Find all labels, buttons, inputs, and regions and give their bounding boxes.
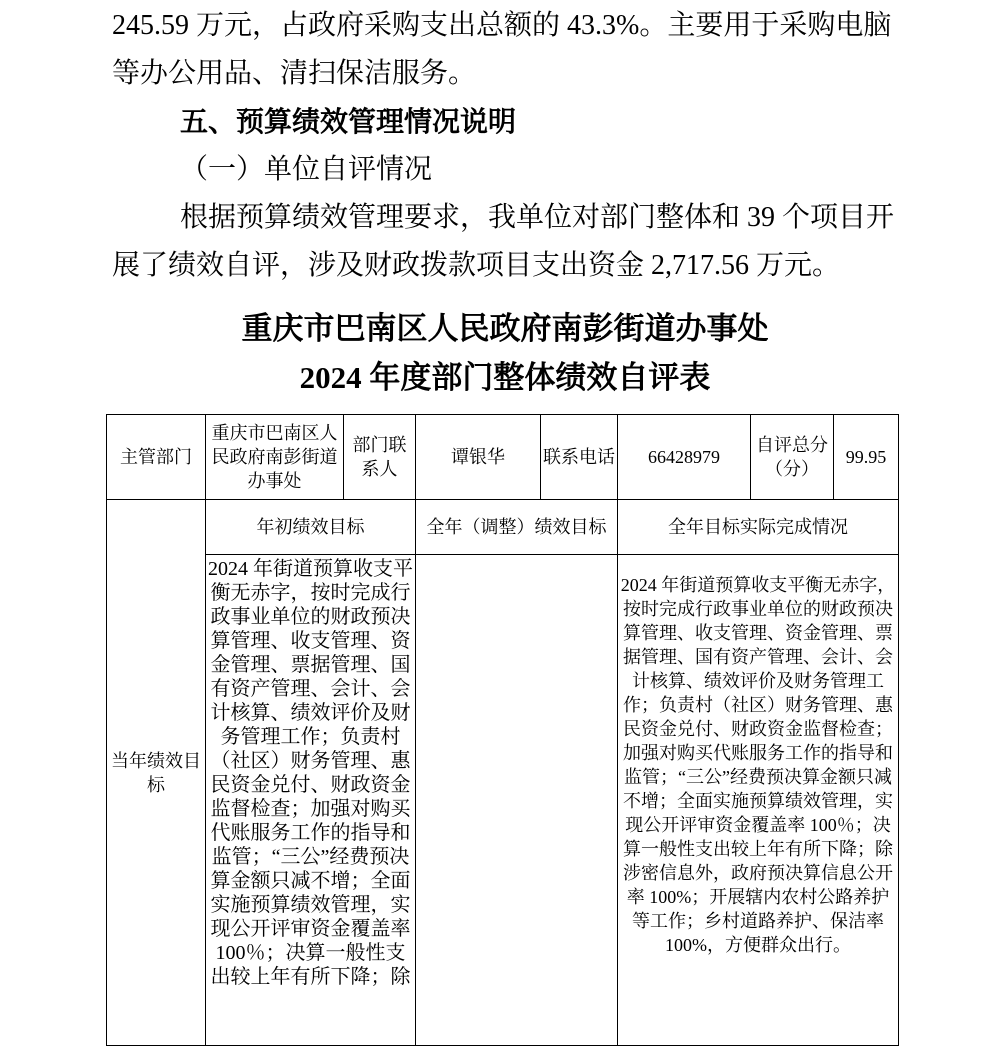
paragraph-self-eval-line2: 展了绩效自评，涉及财政拨款项目支出资金 2,717.56 万元。 [112, 250, 841, 281]
section-heading-performance: 五、预算绩效管理情况说明 [180, 106, 517, 137]
adjusted-goal-text [418, 800, 615, 801]
goal-col-adjusted-cell: 全年（调整）绩效目标 [416, 500, 618, 555]
paragraph-self-eval-line1: 根据预算绩效管理要求，我单位对部门整体和 39 个项目开 [180, 202, 895, 233]
sub-heading-self-eval: （一）单位自评情况 [180, 154, 433, 185]
goal-row-label-cell: 当年绩效目标 [107, 500, 206, 1046]
adjusted-goal-text-cell [416, 555, 618, 1046]
paragraph-procurement-line2: 等办公用品、清扫保洁服务。 [112, 58, 477, 89]
paragraph-procurement-line1: 245.59 万元，占政府采购支出总额的 43.3%。主要用于采购电脑 [112, 10, 892, 41]
table-row-header-info [107, 415, 899, 500]
paragraph-procurement [112, 2, 898, 98]
table-row-goal-columns [107, 500, 899, 555]
actual-completion-text: 2024 年街道预算收支平衡无赤字，按时完成行政事业单位的财政预决算管理、收支管理、资金管理、票据管理、国有资产管理、会计、会计核算、绩效评价及财务管理工作；负责村（社区）财务管理、惠民资金兑付、财政资金监督检查；加强对购买代账服务工作的指导和监管；“三公”经费预决算金额只减不增；全面实施预算绩效管理，实现公开评审资金覆盖率 100％；决算一般性支出较上年有所下降；除涉密信息外，政府预决算信息公开率 100%；开展辖内农村公路养护等工作；乡村道路养护、保洁率 100%，方便群众出行。 [620, 574, 896, 955]
contact-label-cell: 部门联系人 [344, 415, 416, 500]
table-title-line2: 2024 年度部门整体绩效自评表 [299, 360, 711, 395]
score-value-cell: 99.95 [834, 415, 899, 500]
goal-col-initial-cell: 年初绩效目标 [206, 500, 416, 555]
phone-label-cell: 联系电话 [541, 415, 618, 500]
initial-goal-text: 2024 年街道预算收支平衡无赤字，按时完成行政事业单位的财政预决算管理、收支管理、资金管理、票据管理、国有资产管理、会计、会计核算、绩效评价及财务管理工作；负责村（社区）财务管理、惠民资金兑付、财政资金监督检查；加强对购买代账服务工作的指导和监管；“三公”经费预决算金额只减不增；全面实施预算绩效管理，实现公开评审资金覆盖率 100％；决算一般性支出较上年有所下降；除 [208, 558, 413, 988]
phone-value-cell: 66428979 [618, 415, 751, 500]
table-row-goal-content [107, 555, 899, 1046]
table-title-line1: 重庆市巴南区人民政府南彭街道办事处 [241, 311, 769, 346]
document-content [112, 2, 898, 1046]
score-label-cell: 自评总分（分） [751, 415, 834, 500]
supervisor-value-cell: 重庆市巴南区人民政府南彭街道办事处 [206, 415, 344, 500]
supervisor-label-cell: 主管部门 [107, 415, 206, 500]
actual-completion-text-cell [618, 555, 899, 1046]
goal-col-actual-cell: 全年目标实际完成情况 [618, 500, 899, 555]
performance-self-eval-table [106, 414, 899, 1046]
paragraph-self-eval [112, 194, 898, 290]
initial-goal-text-cell [206, 555, 416, 1046]
table-title [112, 304, 898, 402]
contact-value-cell: 谭银华 [416, 415, 541, 500]
